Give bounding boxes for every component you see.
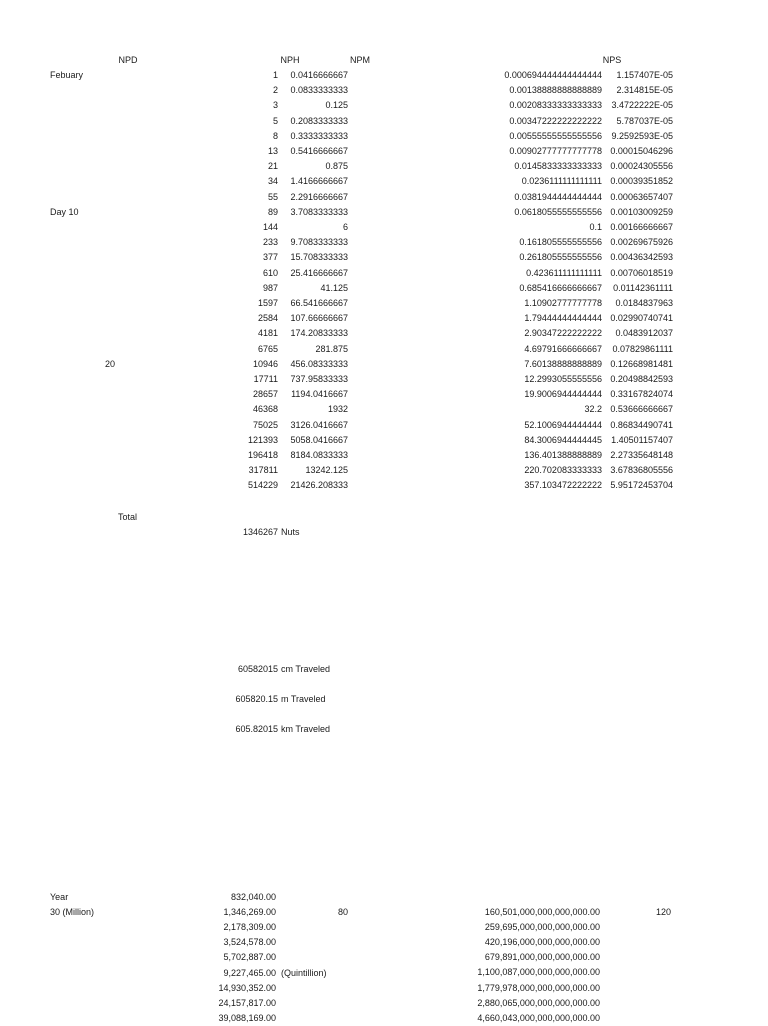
year-value-cell[interactable]: 1,346,269.00 bbox=[223, 907, 276, 918]
cell-npd[interactable]: 6765 bbox=[257, 343, 278, 354]
distance-m-value[interactable]: 605820.15 bbox=[235, 694, 278, 704]
table-row bbox=[0, 326, 768, 341]
quintillion-value-cell[interactable]: 2,880,065,000,000,000,000.00 bbox=[477, 997, 600, 1008]
cell-npm[interactable]: 0.0145833333333333 bbox=[514, 161, 602, 172]
cell-npd[interactable]: 75025 bbox=[252, 419, 278, 430]
total-value[interactable]: 1346267 bbox=[242, 527, 278, 537]
cell-nps[interactable]: 9.2592593E-05 bbox=[611, 130, 673, 141]
table-row bbox=[0, 463, 768, 478]
quintillion-value-cell[interactable]: 259,695,000,000,000,000.00 bbox=[484, 922, 600, 933]
distance-m-unit[interactable]: m Traveled bbox=[281, 694, 326, 704]
cell-npd[interactable]: 317811 bbox=[248, 465, 278, 476]
cell-nph[interactable]: 41.125 bbox=[320, 282, 348, 293]
cell-npd[interactable]: 13 bbox=[267, 146, 278, 156]
cell-npd[interactable]: 987 bbox=[262, 282, 278, 293]
cell-npd[interactable]: 10946 bbox=[252, 358, 278, 369]
total-unit[interactable]: Nuts bbox=[281, 527, 300, 537]
cell-npm[interactable]: 0.423611111111111 bbox=[526, 267, 602, 278]
cell-nph[interactable]: 6 bbox=[342, 222, 348, 232]
cell-npm[interactable]: 0.1 bbox=[589, 222, 602, 232]
cell-npd[interactable]: 55 bbox=[267, 191, 278, 202]
label-day-10[interactable]: Day 10 bbox=[50, 207, 79, 217]
quintillion-value-cell[interactable]: 679,891,000,000,000,000.00 bbox=[484, 952, 600, 963]
header-npm[interactable]: NPM bbox=[350, 55, 370, 65]
cell-npm[interactable]: 12.2993055555556 bbox=[524, 374, 602, 384]
cell-nph[interactable]: 0.0833333333 bbox=[290, 85, 348, 96]
cell-nps[interactable]: 0.00015046296 bbox=[610, 146, 673, 156]
cell-npm[interactable]: 0.0618055555555556 bbox=[514, 206, 602, 217]
table-row bbox=[0, 114, 768, 129]
header-npd[interactable]: NPD bbox=[118, 55, 138, 65]
table-row bbox=[0, 342, 768, 357]
table-row bbox=[0, 129, 768, 144]
cell-nps[interactable]: 0.00063657407 bbox=[610, 191, 673, 202]
cell-npm[interactable]: 4.69791666666667 bbox=[524, 343, 602, 354]
distance-cm-value[interactable]: 60582015 bbox=[237, 664, 278, 674]
distance-km-value[interactable]: 605.82015 bbox=[235, 724, 278, 734]
cell-nph[interactable]: 2.2916666667 bbox=[290, 191, 348, 202]
table-row bbox=[0, 220, 768, 235]
cell-npd[interactable]: 34 bbox=[267, 176, 278, 187]
cell-nph[interactable]: 174.20833333 bbox=[290, 328, 348, 339]
cell-npd[interactable]: 377 bbox=[262, 252, 278, 263]
cell-nps[interactable]: 2.27335648148 bbox=[610, 450, 673, 460]
right-number[interactable]: 120 bbox=[656, 907, 672, 917]
cell-nps[interactable]: 0.02990740741 bbox=[610, 313, 673, 324]
cell-npm[interactable]: 0.000694444444444444 bbox=[504, 70, 602, 80]
distance-cm-unit[interactable]: cm Traveled bbox=[281, 664, 331, 674]
table-row bbox=[0, 144, 768, 159]
cell-npd[interactable]: 46368 bbox=[252, 404, 278, 415]
quintillion-value-cell[interactable]: 4,660,043,000,000,000,000.00 bbox=[477, 1012, 600, 1023]
table-row bbox=[0, 98, 768, 113]
cell-nps[interactable]: 2.314815E-05 bbox=[616, 85, 673, 96]
cell-nph[interactable]: 1.4166666667 bbox=[290, 176, 348, 187]
table-row bbox=[0, 68, 768, 83]
cell-nps[interactable]: 1.157407E-05 bbox=[616, 70, 673, 80]
cell-nps[interactable]: 5.787037E-05 bbox=[616, 115, 673, 126]
cell-npd[interactable]: 21 bbox=[267, 161, 278, 172]
cell-nps[interactable]: 0.00024305556 bbox=[610, 161, 673, 172]
cell-nps[interactable]: 0.00706018519 bbox=[610, 267, 673, 278]
cell-npd[interactable]: 5 bbox=[272, 115, 278, 126]
table-row bbox=[0, 266, 768, 281]
cell-npd[interactable]: 196418 bbox=[247, 450, 278, 460]
cell-nph[interactable]: 13242.125 bbox=[305, 465, 348, 476]
header-nps[interactable]: NPS bbox=[602, 55, 622, 65]
cell-nph[interactable]: 25.416666667 bbox=[290, 267, 348, 278]
cell-nps[interactable]: 0.00436342593 bbox=[610, 252, 673, 263]
cell-nps[interactable]: 0.00039351852 bbox=[610, 176, 673, 187]
cell-npd[interactable]: 4181 bbox=[257, 328, 278, 339]
cell-npm[interactable]: 2.90347222222222 bbox=[524, 328, 602, 339]
year-label[interactable]: Year bbox=[50, 892, 69, 902]
cell-npm[interactable]: 19.9006944444444 bbox=[524, 389, 602, 400]
cell-nph[interactable]: 1194.0416667 bbox=[291, 389, 348, 400]
cell-nps[interactable]: 0.07829861111 bbox=[612, 343, 673, 354]
cell-npd[interactable]: 233 bbox=[262, 237, 278, 248]
table-row bbox=[0, 311, 768, 326]
year-value-cell[interactable]: 9,227,465.00 bbox=[223, 967, 276, 978]
table-row bbox=[0, 190, 768, 205]
cell-nps[interactable]: 0.00269675926 bbox=[610, 237, 673, 248]
cell-npd[interactable]: 2584 bbox=[257, 313, 278, 324]
cell-npd[interactable]: 3 bbox=[272, 100, 278, 111]
cell-nph[interactable]: 0.0416666667 bbox=[290, 70, 348, 80]
cell-nph[interactable]: 456.08333333 bbox=[290, 358, 348, 369]
cell-nps[interactable]: 0.86834490741 bbox=[610, 419, 673, 430]
cell-npm[interactable]: 0.00902777777777778 bbox=[509, 146, 602, 156]
year-value-cell[interactable]: 24,157,817.00 bbox=[218, 997, 276, 1008]
cell-npm[interactable]: 0.00555555555555556 bbox=[509, 130, 602, 141]
table-row bbox=[0, 83, 768, 98]
cell-npm[interactable]: 136.401388888889 bbox=[524, 450, 602, 460]
table-row bbox=[0, 402, 768, 417]
cell-nph[interactable]: 5058.0416667 bbox=[290, 434, 348, 445]
cell-nph[interactable]: 3.7083333333 bbox=[290, 206, 348, 217]
distance-km-unit[interactable]: km Traveled bbox=[281, 724, 331, 734]
cell-nph[interactable]: 0.5416666667 bbox=[290, 146, 348, 156]
cell-nps[interactable]: 0.00166666667 bbox=[610, 222, 673, 232]
year-value-cell[interactable]: 39,088,169.00 bbox=[218, 1012, 276, 1023]
table-row bbox=[0, 418, 768, 433]
cell-npd[interactable]: 610 bbox=[262, 267, 278, 278]
header-nph[interactable]: NPH bbox=[280, 55, 300, 65]
cell-npm[interactable]: 0.161805555555556 bbox=[519, 237, 602, 248]
cell-nps[interactable]: 5.95172453704 bbox=[610, 480, 673, 491]
quintillion-value-cell[interactable]: 1,100,087,000,000,000,000.00 bbox=[477, 967, 600, 978]
cell-npm[interactable]: 357.103472222222 bbox=[524, 480, 602, 491]
cell-nph[interactable]: 21426.208333 bbox=[290, 480, 348, 491]
table-row bbox=[0, 372, 768, 387]
cell-nph[interactable]: 281.875 bbox=[315, 343, 348, 354]
cell-nph[interactable]: 66.541666667 bbox=[290, 298, 348, 308]
total-label[interactable]: Total bbox=[118, 512, 138, 522]
year-value-cell[interactable]: 3,524,578.00 bbox=[223, 937, 276, 948]
cell-npm[interactable]: 7.60138888888889 bbox=[524, 358, 602, 369]
table-row bbox=[0, 478, 768, 493]
cell-npm[interactable]: 84.3006944444445 bbox=[524, 434, 602, 445]
cell-nph[interactable]: 9.7083333333 bbox=[290, 237, 348, 248]
cell-nph[interactable]: 15.708333333 bbox=[290, 252, 348, 263]
cell-npm[interactable]: 0.0381944444444444 bbox=[514, 191, 602, 202]
cell-nph[interactable]: 0.3333333333 bbox=[290, 130, 348, 141]
million-label[interactable]: 30 (Million) bbox=[50, 907, 95, 917]
cell-nps[interactable]: 0.20498842593 bbox=[610, 374, 673, 384]
cell-npd[interactable]: 89 bbox=[267, 206, 278, 217]
cell-nps[interactable]: 3.67836805556 bbox=[610, 465, 673, 476]
cell-npd[interactable]: 514229 bbox=[247, 480, 278, 491]
cell-npd[interactable]: 2 bbox=[272, 85, 278, 96]
cell-nps[interactable]: 1.40501157407 bbox=[611, 434, 673, 445]
cell-nps[interactable]: 0.53666666667 bbox=[610, 404, 673, 415]
year-value-cell[interactable]: 832,040.00 bbox=[230, 892, 276, 902]
label-twenty[interactable]: 20 bbox=[105, 359, 116, 369]
quintillion-value-cell[interactable]: 1,779,978,000,000,000,000.00 bbox=[477, 982, 600, 993]
year-value-cell[interactable]: 14,930,352.00 bbox=[218, 982, 276, 993]
table-row bbox=[0, 448, 768, 463]
cell-npm[interactable]: 1.10902777777778 bbox=[524, 298, 602, 308]
cell-npm[interactable]: 0.0236111111111111 bbox=[521, 176, 602, 187]
cell-nph[interactable]: 0.875 bbox=[325, 161, 348, 172]
cell-npd[interactable]: 17711 bbox=[253, 374, 278, 384]
cell-npd[interactable]: 1597 bbox=[257, 298, 278, 308]
cell-npm[interactable]: 0.00347222222222222 bbox=[509, 115, 602, 126]
label-february[interactable]: Febuary bbox=[50, 70, 84, 80]
cell-npm[interactable]: 32.2 bbox=[584, 404, 602, 415]
cell-nph[interactable]: 1932 bbox=[327, 404, 348, 415]
table-row bbox=[0, 357, 768, 372]
cell-nps[interactable]: 3.4722222E-05 bbox=[611, 100, 673, 111]
cell-npm[interactable]: 1.79444444444444 bbox=[524, 313, 602, 324]
cell-npd[interactable]: 121393 bbox=[247, 434, 278, 445]
table-row bbox=[0, 387, 768, 402]
cell-nps[interactable]: 0.0184837963 bbox=[615, 298, 673, 308]
quintillion-value-cell[interactable]: 420,196,000,000,000,000.00 bbox=[484, 937, 600, 948]
cell-nps[interactable]: 0.01142361111 bbox=[613, 282, 673, 293]
cell-npm[interactable]: 0.685416666666667 bbox=[519, 282, 602, 293]
cell-npd[interactable]: 1 bbox=[272, 70, 278, 80]
cell-nps[interactable]: 0.33167824074 bbox=[610, 389, 673, 400]
cell-npd[interactable]: 144 bbox=[262, 222, 278, 232]
cell-npm[interactable]: 220.702083333333 bbox=[524, 465, 602, 476]
cell-npm[interactable]: 0.00138888888888889 bbox=[509, 85, 602, 96]
table-row bbox=[0, 159, 768, 174]
table-row bbox=[0, 250, 768, 265]
cell-nps[interactable]: 0.12668981481 bbox=[610, 358, 673, 369]
table-row bbox=[0, 174, 768, 189]
cell-npd[interactable]: 8 bbox=[272, 130, 278, 141]
table-row bbox=[0, 296, 768, 311]
cell-npm[interactable]: 52.1006944444444 bbox=[524, 419, 602, 430]
table-row bbox=[0, 281, 768, 296]
quintillion-label[interactable]: (Quintillion) bbox=[281, 968, 327, 978]
cell-nph[interactable]: 3126.0416667 bbox=[290, 419, 348, 430]
quintillion-value-cell[interactable]: 160,501,000,000,000,000.00 bbox=[484, 907, 600, 917]
year-value-cell[interactable]: 2,178,309.00 bbox=[223, 922, 276, 933]
cell-nph[interactable]: 8184.0833333 bbox=[290, 450, 348, 460]
cell-npd[interactable]: 28657 bbox=[252, 389, 278, 400]
cell-nph[interactable]: 107.66666667 bbox=[290, 313, 348, 324]
cell-nps[interactable]: 0.0483912037 bbox=[615, 328, 673, 339]
cell-nps[interactable]: 0.00103009259 bbox=[610, 206, 673, 217]
mid-number[interactable]: 80 bbox=[338, 907, 349, 917]
table-row bbox=[0, 433, 768, 448]
cell-nph[interactable]: 737.95833333 bbox=[290, 374, 348, 384]
cell-npm[interactable]: 0.00208333333333333 bbox=[509, 100, 602, 111]
year-value-cell[interactable]: 5,702,887.00 bbox=[223, 952, 276, 963]
cell-npm[interactable]: 0.261805555555556 bbox=[519, 252, 602, 263]
cell-nph[interactable]: 0.125 bbox=[325, 100, 348, 111]
table-row bbox=[0, 205, 768, 220]
cell-nph[interactable]: 0.2083333333 bbox=[290, 115, 348, 126]
table-row bbox=[0, 235, 768, 250]
